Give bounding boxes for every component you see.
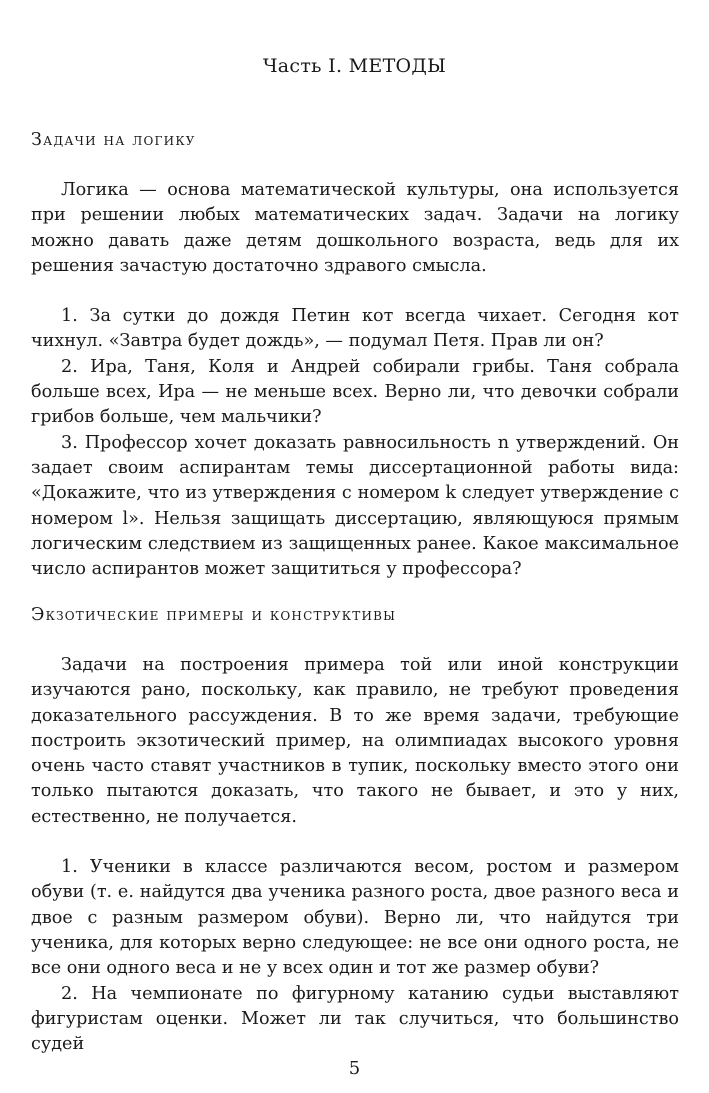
problem-paragraph: 1. Ученики в классе различаются весом, ростом и размером обуви (т. е. найдутся два ученика разного роста, двое разного веса и двое с разным размером обуви). Верно ли, что найдутся три ученика, для которых верно следующее: не все они одного роста, не все они одного веса и не у всех один и тот же размер обуви?	[31, 857, 679, 979]
intro-paragraph: Логика — основа математической культуры, она используется при решении любых математических задач. Задачи на логику можно давать даже детям дошкольного возраста, ведь для их решения зачастую достаточно здравого смысла.	[31, 180, 679, 276]
problem-paragraph: 2. На чемпионате по фигурному катанию судьи выставляют фигуристам оценки. Может ли так случиться, что большинство судей	[31, 983, 679, 1055]
section-title-logic: Задачи на логику	[31, 130, 196, 150]
intro-paragraph: Задачи на построения примера той или иной конструкции изучаются рано, поскольку, как правило, не требуют проведения доказательного рассуждения. В то же время задачи, требующие построить экзотический пример, на олимпиадах высокого уровня очень часто ставят участников в тупик, поскольку вместо этого они только пытаются доказать, что такого не бывает, и это у них, естественно, не получается.	[31, 655, 679, 827]
page-number: 5	[348, 1058, 361, 1079]
problem-paragraph: 3. Профессор хочет доказать равносильность n утверждений. Он задает своим аспирантам темы диссертационной работы вида: «Докажите, что из утверждения с номером k следует утверждение с номером l». Нельзя защищать диссертацию, являющуюся прямым логическим следствием из защищенных ранее. Какое максимальное число аспирантов может защититься у профессора?	[31, 432, 679, 580]
running-head: Часть I. МЕТОДЫ	[262, 55, 447, 77]
problem-paragraph: 2. Ира, Таня, Коля и Андрей собирали грибы. Таня собрала больше всех, Ира — не меньше всех. Верно ли, что девочки собрали грибов больше, чем мальчики?	[31, 356, 679, 428]
section-body-exotic-examples	[31, 653, 679, 1057]
section-title-exotic-examples: Экзотические примеры и конструктивы	[31, 605, 397, 625]
section-body-logic	[31, 178, 679, 582]
problem-paragraph: 1. За сутки до дождя Петин кот всегда чихает. Сегодня кот чихнул. «Завтра будет дождь», — подумал Петя. Прав ли он?	[31, 306, 679, 352]
